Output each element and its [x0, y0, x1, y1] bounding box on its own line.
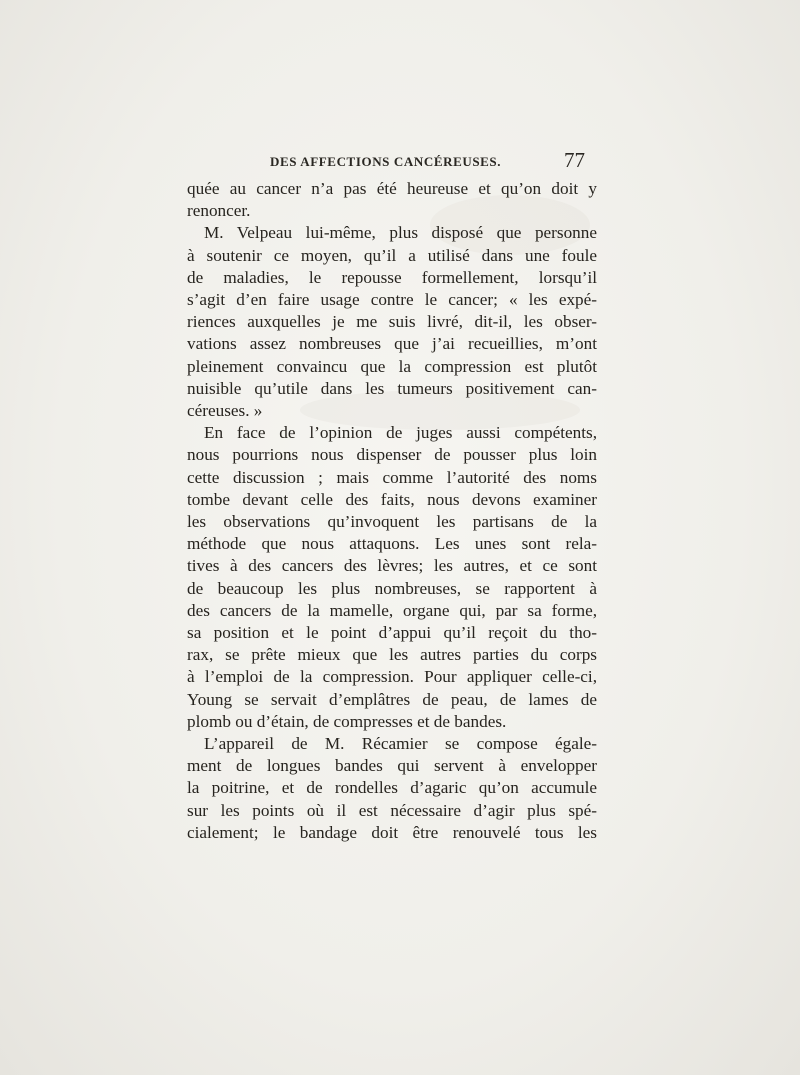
- body-text: [187, 178, 597, 844]
- text-line: des cancers de la mamelle, organe qui, par sa forme,: [187, 600, 597, 620]
- text-line: sur les points où il est nécessaire d’agir plus spé-: [187, 800, 597, 820]
- text-line: L’appareil de M. Récamier se compose égale-: [204, 734, 597, 754]
- text-line: M. Velpeau lui-même, plus disposé que personne: [204, 223, 597, 243]
- text-line: nous pourrions nous dispenser de pousser plus loin: [187, 445, 597, 465]
- text-line: la poitrine, et de rondelles d’agaric qu’on accumule: [187, 778, 597, 798]
- text-line: nuisible qu’utile dans les tumeurs positivement can-: [187, 378, 597, 398]
- text-line: ment de longues bandes qui servent à envelopper: [187, 756, 597, 776]
- text-line: à soutenir ce moyen, qu’il a utilisé dans une foule: [187, 245, 597, 265]
- text-line: sa position et le point d’appui qu’il reçoit du tho-: [187, 623, 597, 643]
- text-line: s’agit d’en faire usage contre le cancer; « les expé-: [187, 290, 597, 310]
- text-line: céreuses. »: [187, 401, 263, 421]
- text-line: riences auxquelles je me suis livré, dit-il, les obser-: [187, 312, 597, 332]
- text-line: de beaucoup les plus nombreuses, se rapportent à: [187, 578, 597, 598]
- text-line: vations assez nombreuses que j’ai recueillies, m’ont: [187, 334, 597, 354]
- text-line: pleinement convaincu que la compression est plutôt: [187, 356, 597, 376]
- text-line: renoncer.: [187, 201, 251, 221]
- text-line: quée au cancer n’a pas été heureuse et qu’on doit y: [187, 179, 597, 198]
- text-line: les observations qu’invoquent les partisans de la: [187, 512, 597, 532]
- text-line: plomb ou d’étain, de compresses et de bandes.: [187, 711, 507, 731]
- text-line: tives à des cancers des lèvres; les autres, et ce sont: [187, 556, 597, 576]
- text-line: En face de l’opinion de juges aussi compétents,: [204, 423, 597, 443]
- page-header: [187, 148, 597, 178]
- text-line: tombe devant celle des faits, nous devons examiner: [187, 489, 597, 509]
- text-line: à l’emploi de la compression. Pour appliquer celle-ci,: [187, 667, 597, 687]
- page-number: 77: [564, 148, 585, 172]
- text-line: cialement; le bandage doit être renouvelé tous les: [187, 822, 597, 842]
- text-line: méthode que nous attaquons. Les unes sont rela-: [187, 534, 597, 554]
- text-line: Young se servait d’emplâtres de peau, de lames de: [187, 689, 597, 709]
- text-line: de maladies, le repousse formellement, lorsqu’il: [187, 267, 597, 287]
- text-line: rax, se prête mieux que les autres parties du corps: [187, 645, 597, 665]
- text-line: cette discussion ; mais comme l’autorité des noms: [187, 467, 597, 487]
- running-title: DES AFFECTIONS CANCÉREUSES.: [270, 154, 502, 169]
